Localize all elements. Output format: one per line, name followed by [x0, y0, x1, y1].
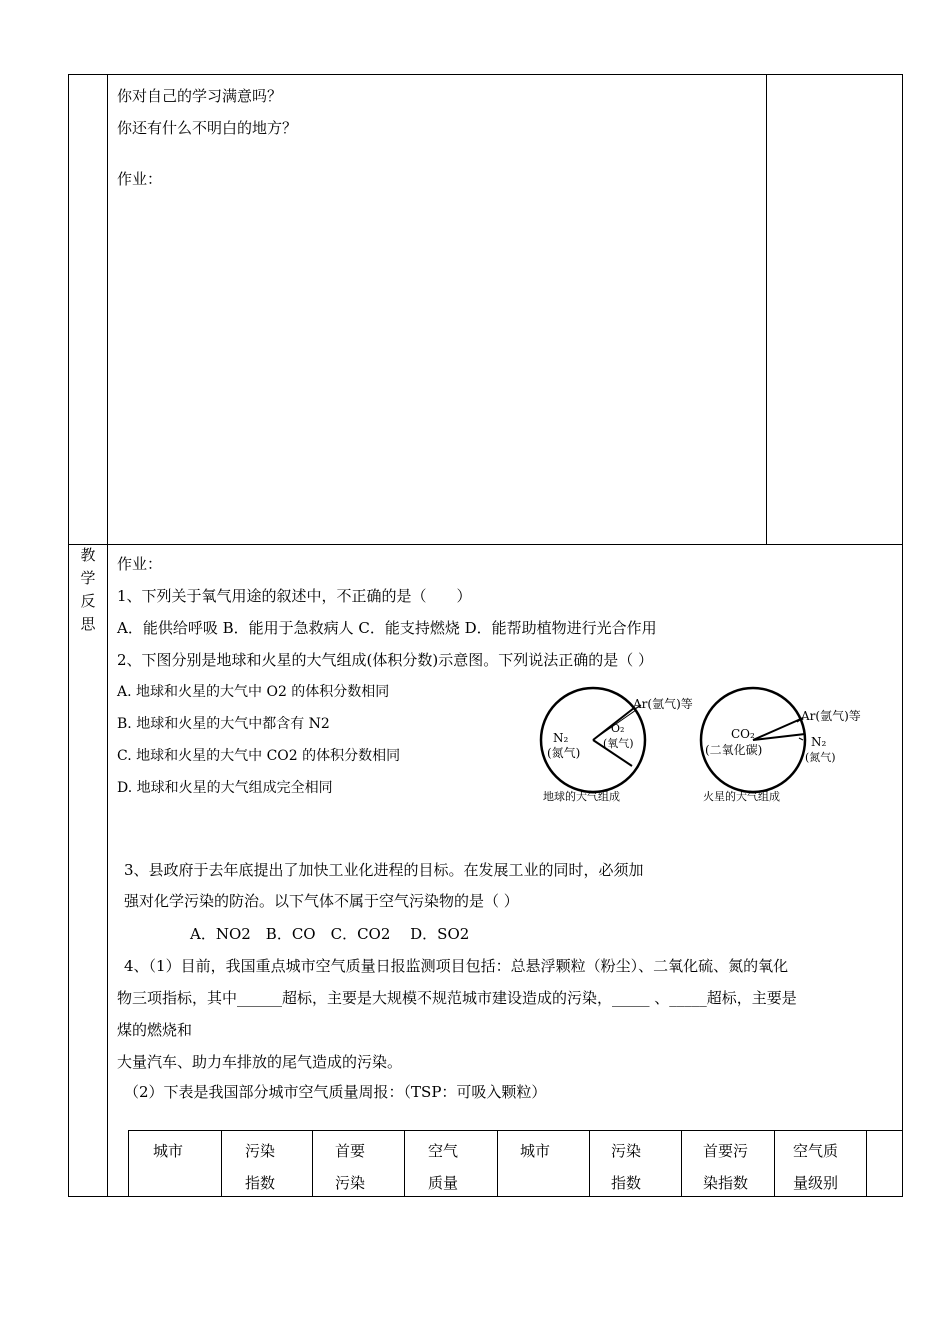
column-divider: [107, 74, 108, 1197]
reflection-question-1: 你对自己的学习满意吗？: [117, 87, 283, 105]
question-4-line-1: 4、（1）目前，我国重点城市空气质量日报监测项目包括：总悬浮颗粒（粉尘）、二氧化硫、氮的氧化: [124, 957, 789, 975]
mars-pie: [701, 688, 861, 803]
mars-ar-label: Ar(氩气)等: [801, 709, 861, 723]
table-header-cell: 首要 污染: [335, 1142, 366, 1192]
table-col-line: [589, 1130, 590, 1196]
earth-pie: [541, 688, 693, 803]
table-header-cell: 城市: [153, 1142, 184, 1160]
earth-o2-cn-label: (氧气): [603, 737, 634, 750]
question-4-line-2: 物三项指标，其中______超标，主要是大规模不规范城市建设造成的污染，_____ 、_____超标，主要是: [117, 989, 797, 1007]
row-divider: [68, 544, 903, 545]
mars-n2-label: N₂: [811, 735, 827, 749]
mars-co2-label: CO₂: [731, 727, 755, 741]
question-3-options: A．NO2 B．CO C．CO2 D．SO2: [190, 925, 470, 943]
side-char: 教: [80, 546, 96, 564]
table-col-line: [312, 1130, 313, 1196]
side-label: [76, 544, 100, 636]
question-2-option-d: D. 地球和火星的大气组成完全相同: [117, 780, 333, 796]
table-header-cell: 空气 质量: [428, 1142, 459, 1192]
question-4-line-5: （2）下表是我国部分城市空气质量周报：（TSP：可吸入颗粒）: [124, 1083, 547, 1101]
question-1-stem: 1、下列关于氧气用途的叙述中，不正确的是（ ）: [117, 587, 472, 605]
mars-n2-cn-label: (氮气): [805, 751, 836, 764]
outer-right-border: [902, 74, 903, 1197]
table-top-border: [128, 1130, 902, 1131]
table-header-cell: 首要污 染指数: [703, 1142, 749, 1192]
side-char: 反: [80, 592, 96, 610]
table-col-line: [404, 1130, 405, 1196]
earth-o2-label: O₂: [611, 722, 625, 735]
table-bottom-border: [128, 1196, 902, 1197]
table-col-line: [128, 1130, 129, 1196]
table-col-line: [497, 1130, 498, 1196]
table-header-cell: 污染 指数: [245, 1142, 276, 1192]
reflection-question-2: 你还有什么不明白的地方？: [117, 119, 298, 137]
question-2-stem: 2、下图分别是地球和火星的大气组成(体积分数)示意图。下列说法正确的是（ ）: [117, 651, 654, 669]
table-header-cell: 污染 指数: [611, 1142, 642, 1192]
earth-n2-cn-label: (氮气): [547, 746, 581, 760]
outer-left-border: [68, 74, 69, 1197]
atmosphere-figure: [535, 682, 875, 807]
reflection-homework-label: 作业：: [117, 170, 163, 188]
table-col-line: [774, 1130, 775, 1196]
table-header-cell: 城市: [520, 1142, 551, 1160]
earth-ar-label: Ar(氩气)等: [633, 697, 693, 711]
table-col-line: [221, 1130, 222, 1196]
table-header-cell: 空气质 量级别: [793, 1142, 839, 1192]
table-col-line: [681, 1130, 682, 1196]
question-4-line-3: 煤的燃烧和: [117, 1021, 193, 1039]
question-4-line-4: 大量汽车、助力车排放的尾气造成的污染。: [117, 1053, 403, 1071]
question-3-line-1: 3、县政府于去年底提出了加快工业化进程的目标。在发展工业的同时，必须加: [124, 861, 644, 879]
question-2-option-b: B. 地球和火星的大气中都含有 N2: [117, 716, 330, 732]
earth-caption: 地球的大气组成: [543, 790, 620, 803]
question-2-option-a: A. 地球和火星的大气中 O2 的体积分数相同: [117, 684, 390, 700]
question-2-option-c: C. 地球和火星的大气中 CO2 的体积分数相同: [117, 748, 401, 764]
table-col-line: [866, 1130, 867, 1196]
mars-co2-cn-label: (二氧化碳): [705, 743, 763, 757]
outer-top-border: [68, 74, 903, 75]
homework-title: 作业：: [117, 555, 163, 573]
inner-right-divider: [766, 74, 767, 545]
side-char: 思: [80, 615, 96, 633]
mars-caption: 火星的大气组成: [703, 790, 780, 803]
question-1-options: A．能供给呼吸 B．能用于急救病人 C．能支持燃烧 D．能帮助植物进行光合作用: [117, 619, 657, 637]
side-char: 学: [80, 569, 96, 587]
question-3-line-2: 强对化学污染的防治。以下气体不属于空气污染物的是（ ）: [124, 892, 519, 910]
earth-n2-label: N₂: [553, 731, 569, 745]
